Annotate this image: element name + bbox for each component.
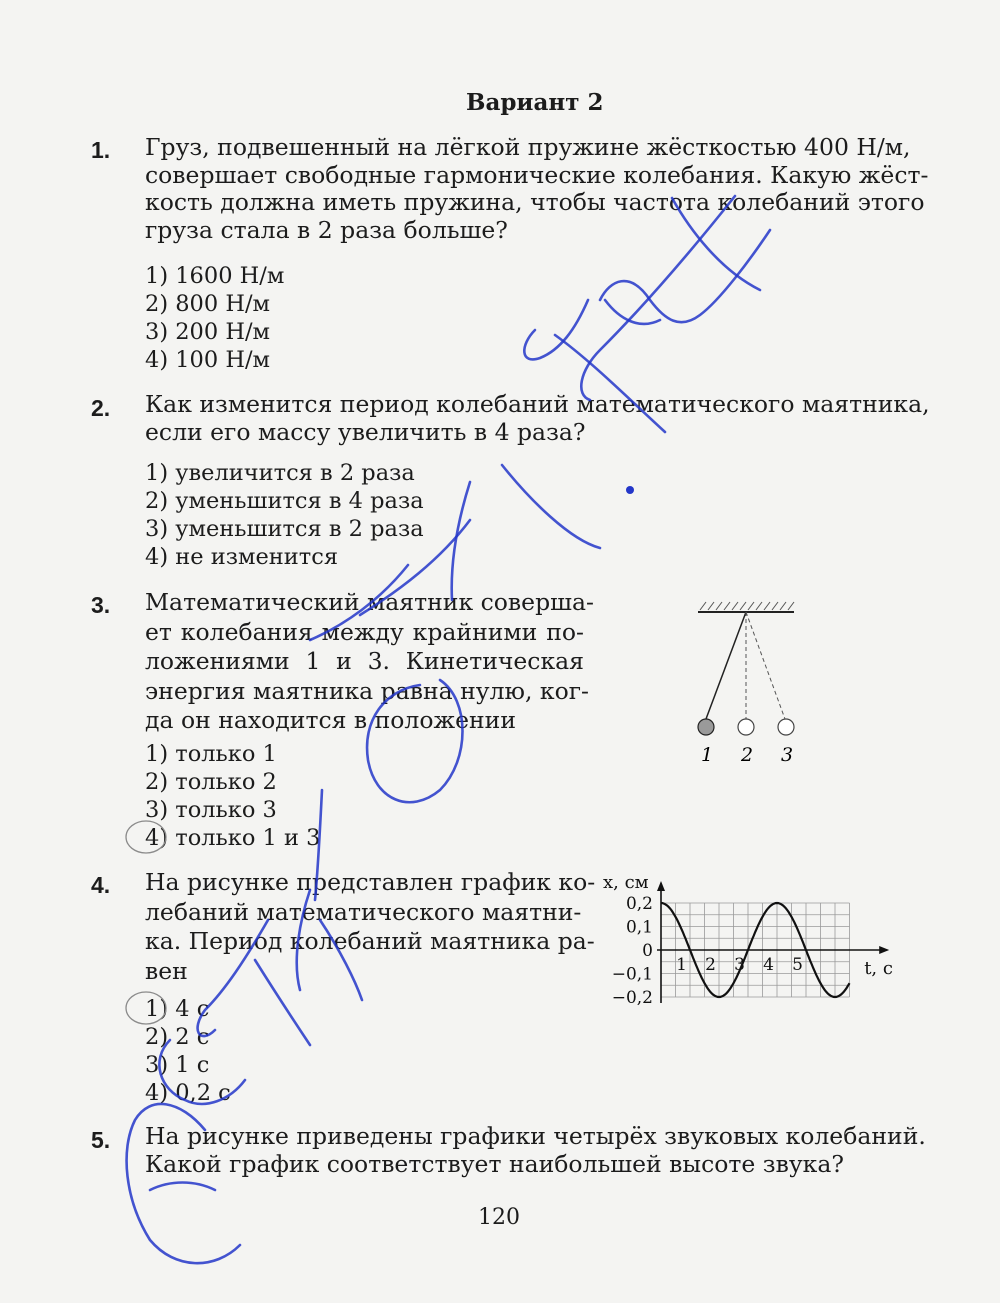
- question-3-text: [145, 588, 594, 736]
- question-line: да он находится в положении: [145, 706, 516, 734]
- ink-stroke: [150, 1183, 215, 1191]
- question-3-options: [145, 740, 320, 852]
- question-line: кость должна иметь пружина, чтобы частота колебаний этого: [145, 188, 925, 216]
- question-line: ет колебания между крайними по-: [145, 617, 584, 646]
- answer-option: 1) 1600 Н/м: [145, 263, 285, 289]
- answer-option: 2) 2 с: [145, 1024, 210, 1050]
- answer-option: 4) 0,2 с: [145, 1080, 231, 1106]
- question-line: если его массу увеличить в 4 раза?: [145, 417, 586, 446]
- x-tick-label: 1: [676, 955, 687, 975]
- question-2-text: [145, 391, 930, 446]
- answer-option: 1) 4 с: [145, 996, 210, 1022]
- question-4-options: [145, 995, 231, 1107]
- question-line: На рисунке представлен график ко-: [145, 868, 596, 896]
- ink-stroke: [452, 482, 470, 600]
- question-5-number: 5.: [91, 1127, 111, 1153]
- pendulum-bob-1: [698, 719, 714, 735]
- question-line: лебаний математического маятни-: [145, 897, 582, 926]
- question-1-number: 1.: [91, 137, 111, 163]
- y-axis-label: x, см: [603, 872, 649, 893]
- answer-option: 3) только 3: [145, 797, 277, 823]
- question-4-text: [145, 868, 596, 986]
- x-tick-label: 5: [792, 955, 803, 975]
- question-3-number: 3.: [91, 592, 111, 618]
- pendulum-ceiling: [698, 602, 794, 612]
- y-tick-label: 0,2: [625, 894, 653, 914]
- x-axis-arrow: [879, 946, 889, 954]
- question-line: вен: [145, 956, 188, 985]
- question-line: совершает свободные гармонические колебания. Какую жёст-: [145, 160, 929, 189]
- question-1-options: [145, 262, 284, 374]
- answer-option: 3) уменьшится в 2 раза: [145, 516, 424, 542]
- x-axis-label: t, с: [864, 958, 893, 979]
- question-2-number: 2.: [91, 395, 111, 421]
- x-tick-label: 2: [705, 955, 716, 975]
- question-line: Груз, подвешенный на лёгкой пружине жёсткостью 400 Н/м,: [145, 133, 911, 161]
- x-tick-label: 3: [734, 955, 745, 975]
- ink-stroke: [502, 465, 600, 548]
- question-line: ка. Период колебаний маятника ра-: [145, 927, 595, 955]
- pendulum-string-dashed: [746, 612, 785, 719]
- ink-stroke: [605, 300, 660, 324]
- pendulum-string: [706, 612, 746, 719]
- answer-option: 4) 100 Н/м: [145, 347, 271, 373]
- answer-option: 2) уменьшится в 4 раза: [145, 488, 424, 514]
- question-2-options: [145, 459, 424, 571]
- pendulum-label: 1: [701, 744, 714, 766]
- question-line: Математический маятник соверша-: [145, 588, 594, 616]
- answer-option: 2) только 2: [145, 769, 277, 795]
- answer-option: 3) 1 с: [145, 1052, 210, 1078]
- oscillation-chart: [595, 868, 915, 1013]
- question-5-text: [145, 1123, 926, 1178]
- answer-option: 2) 800 Н/м: [145, 291, 271, 317]
- ink-dot: [626, 486, 634, 494]
- page-number: 120: [478, 1205, 520, 1230]
- answer-option: 4) не изменится: [145, 544, 339, 570]
- answer-option: 3) 200 Н/м: [145, 319, 271, 345]
- y-tick-label: −0,2: [611, 988, 653, 1008]
- question-1-text: [145, 134, 928, 244]
- answer-option: 1) увеличится в 2 раза: [145, 460, 415, 486]
- pendulum-label: 3: [781, 744, 794, 766]
- pendulum-label: 2: [741, 744, 754, 766]
- pendulum-bob-3: [778, 719, 794, 735]
- question-line: На рисунке приведены графики четырёх звуковых колебаний.: [145, 1122, 926, 1150]
- question-line: груза стала в 2 раза больше?: [145, 215, 508, 244]
- question-line: ложениями 1 и 3. Кинетическая: [145, 647, 584, 675]
- question-4-number: 4.: [91, 872, 111, 898]
- y-axis-arrow: [657, 881, 665, 891]
- chart-axes: [657, 881, 889, 1003]
- pendulum-bob-2: [738, 719, 754, 735]
- question-line: энергия маятника равна нулю, ког-: [145, 676, 589, 705]
- page-title: Вариант 2: [466, 89, 604, 116]
- y-tick-label: 0: [642, 941, 653, 961]
- y-tick-label: −0,1: [611, 964, 653, 985]
- answer-option: 1) только 1: [145, 741, 277, 767]
- question-line: Какой график соответствует наибольшей высоте звука?: [145, 1149, 844, 1178]
- y-tick-label: 0,1: [625, 917, 653, 938]
- x-tick-label: 4: [763, 955, 774, 975]
- answer-option: 4) только 1 и 3: [145, 825, 321, 851]
- question-line: Как изменится период колебаний математического маятника,: [145, 390, 930, 418]
- ink-stroke: [524, 300, 588, 359]
- pendulum-figure: [690, 598, 810, 773]
